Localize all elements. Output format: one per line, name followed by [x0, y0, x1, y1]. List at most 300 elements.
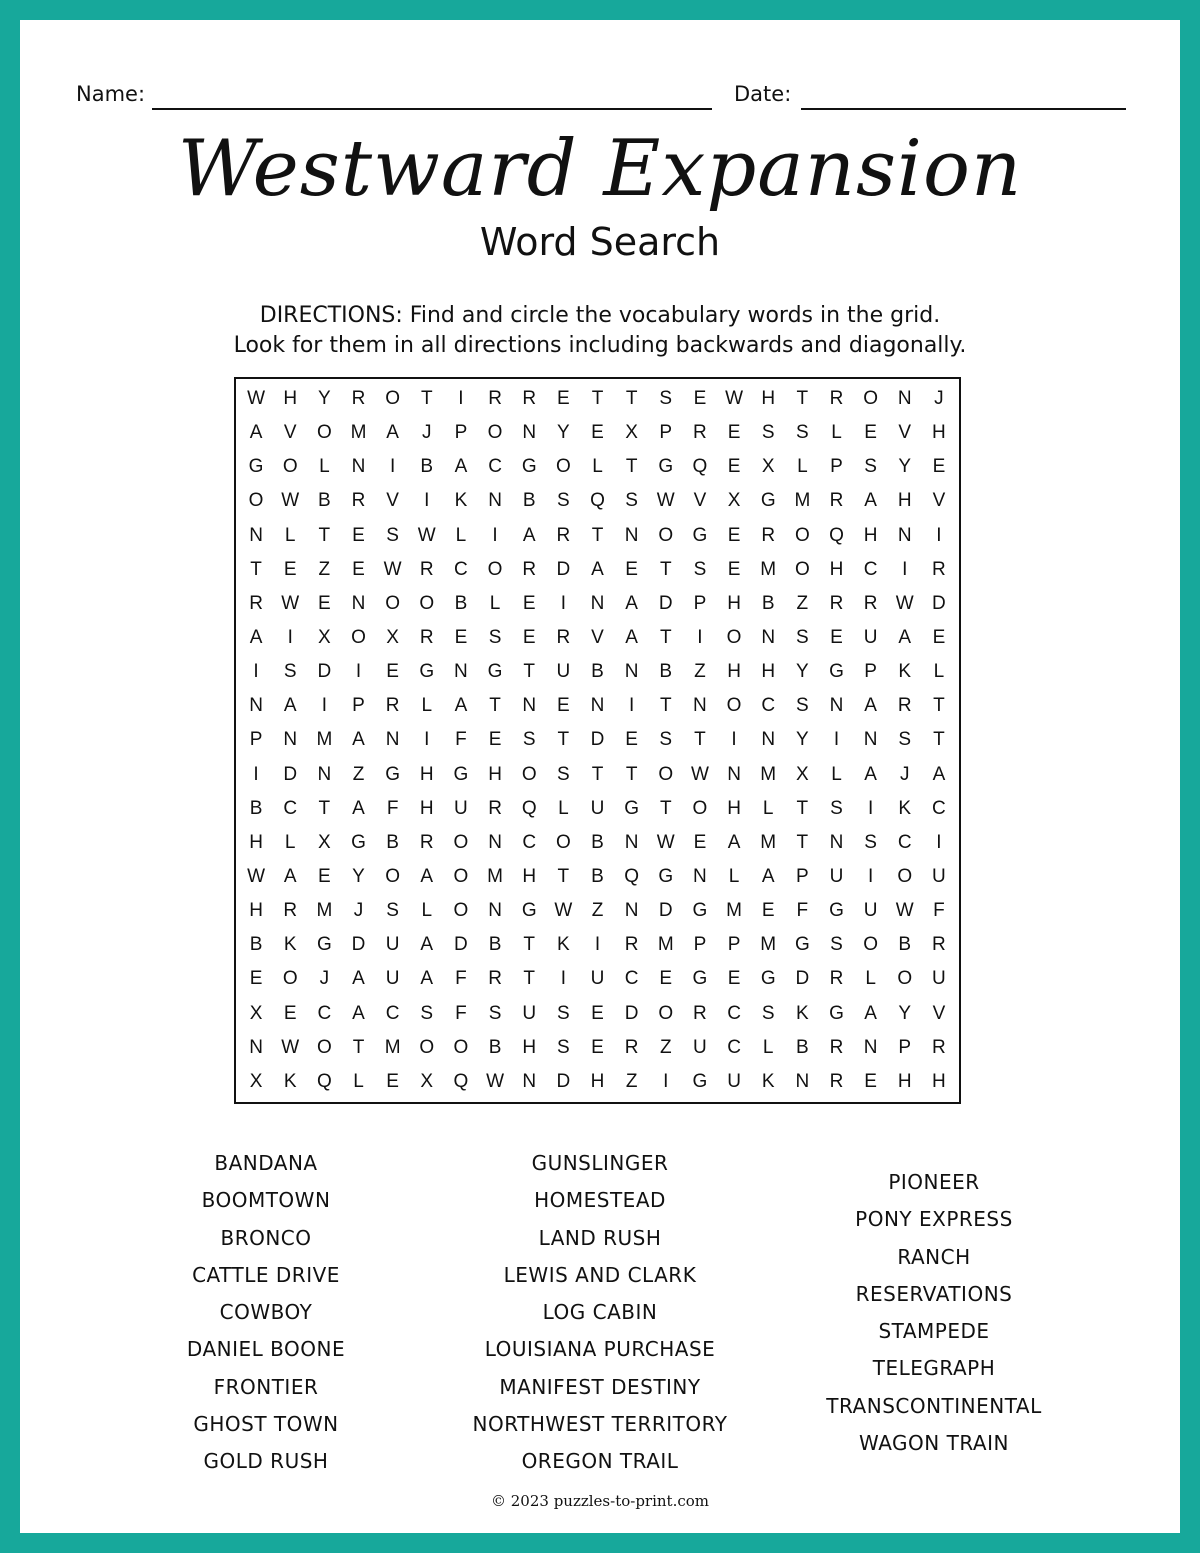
grid-cell[interactable]: S	[659, 729, 673, 751]
grid-cell[interactable]: C	[488, 456, 502, 478]
grid-cell[interactable]: U	[454, 797, 468, 819]
grid-cell[interactable]: C	[624, 968, 639, 990]
grid-cell[interactable]: R	[693, 422, 707, 444]
grid-cell[interactable]: N	[249, 524, 263, 546]
grid-cell[interactable]: X	[796, 763, 809, 785]
grid-cell[interactable]: R	[385, 695, 400, 717]
grid-cell[interactable]: C	[897, 831, 912, 853]
grid-cell[interactable]: O	[726, 627, 742, 649]
grid-cell[interactable]: R	[829, 490, 844, 512]
grid-cell[interactable]: Q	[624, 866, 640, 888]
grid-cell[interactable]: B	[488, 934, 502, 956]
grid-cell[interactable]: A	[864, 490, 877, 512]
grid-cell[interactable]: B	[249, 797, 263, 819]
grid-cell[interactable]: C	[863, 558, 878, 580]
grid-cell[interactable]: O	[555, 831, 571, 853]
grid-cell[interactable]: N	[863, 729, 878, 751]
grid-cell[interactable]: A	[932, 763, 946, 785]
grid-cell[interactable]: H	[761, 661, 776, 683]
grid-cell[interactable]: X	[249, 1002, 263, 1024]
grid-cell[interactable]: U	[385, 934, 400, 956]
grid-cell[interactable]: P	[693, 934, 707, 956]
grid-cell[interactable]: E	[249, 968, 263, 990]
grid-cell[interactable]: H	[522, 1036, 537, 1058]
grid-cell[interactable]: B	[386, 831, 399, 853]
grid-cell[interactable]: R	[419, 627, 434, 649]
grid-cell[interactable]: Y	[898, 1002, 912, 1024]
grid-cell[interactable]: G	[453, 763, 469, 785]
grid-cell[interactable]: L	[933, 661, 945, 683]
grid-cell[interactable]: B	[488, 1036, 502, 1058]
grid-cell[interactable]: L	[762, 797, 774, 819]
grid-cell[interactable]: J	[422, 422, 432, 444]
grid-cell[interactable]: C	[283, 797, 298, 819]
grid-cell[interactable]: T	[591, 388, 604, 410]
grid-cell[interactable]: W	[281, 490, 300, 512]
grid-cell[interactable]: T	[625, 456, 638, 478]
grid-cell[interactable]: T	[523, 934, 536, 956]
grid-cell[interactable]: B	[318, 490, 331, 512]
grid-cell[interactable]: W	[383, 558, 402, 580]
grid-cell[interactable]: U	[693, 1036, 707, 1058]
grid-cell[interactable]: I	[867, 866, 874, 888]
grid-cell[interactable]: R	[829, 1070, 844, 1092]
grid-cell[interactable]: I	[355, 661, 362, 683]
grid-cell[interactable]: L	[284, 831, 296, 853]
grid-cell[interactable]: B	[591, 866, 604, 888]
grid-cell[interactable]: G	[624, 797, 640, 819]
grid-cell[interactable]: K	[283, 934, 297, 956]
grid-cell[interactable]: O	[658, 524, 674, 546]
grid-cell[interactable]: I	[253, 763, 259, 785]
grid-cell[interactable]: W	[895, 592, 914, 614]
grid-cell[interactable]: R	[488, 968, 502, 990]
grid-cell[interactable]: E	[522, 627, 536, 649]
grid-cell[interactable]: G	[794, 934, 810, 956]
grid-cell[interactable]: O	[316, 422, 332, 444]
grid-cell[interactable]: A	[864, 763, 877, 785]
grid-cell[interactable]: E	[591, 1002, 604, 1024]
grid-cell[interactable]: Q	[521, 797, 537, 819]
grid-cell[interactable]: E	[386, 661, 399, 683]
grid-cell[interactable]: D	[932, 592, 946, 614]
grid-cell[interactable]: X	[727, 490, 741, 512]
grid-cell[interactable]: X	[625, 422, 638, 444]
grid-cell[interactable]: E	[557, 695, 570, 717]
grid-cell[interactable]: T	[318, 524, 331, 546]
grid-cell[interactable]: K	[761, 1070, 775, 1092]
grid-cell[interactable]: O	[897, 866, 913, 888]
grid-cell[interactable]: R	[624, 1036, 639, 1058]
grid-cell[interactable]: A	[386, 422, 399, 444]
grid-cell[interactable]: S	[830, 797, 843, 819]
grid-cell[interactable]: T	[659, 558, 672, 580]
grid-cell[interactable]: O	[385, 592, 401, 614]
grid-cell[interactable]: A	[283, 695, 297, 717]
grid-cell[interactable]: T	[557, 729, 570, 751]
grid-cell[interactable]: Y	[352, 866, 365, 888]
grid-cell[interactable]: S	[796, 422, 809, 444]
grid-cell[interactable]: J	[934, 388, 944, 410]
grid-cell[interactable]: I	[560, 968, 566, 990]
grid-cell[interactable]: B	[522, 490, 536, 512]
grid-cell[interactable]: Q	[316, 1070, 332, 1092]
grid-cell[interactable]: R	[419, 831, 434, 853]
grid-cell[interactable]: L	[353, 1070, 364, 1092]
grid-cell[interactable]: I	[594, 934, 601, 956]
grid-cell[interactable]: R	[624, 934, 639, 956]
grid-cell[interactable]: L	[319, 456, 330, 478]
grid-cell[interactable]: O	[897, 968, 913, 990]
grid-cell[interactable]: O	[385, 388, 401, 410]
grid-cell[interactable]: F	[796, 900, 809, 922]
grid-cell[interactable]: P	[352, 695, 365, 717]
grid-cell[interactable]: W	[486, 1070, 505, 1092]
grid-cell[interactable]: T	[933, 695, 945, 717]
grid-cell[interactable]: U	[556, 661, 571, 683]
grid-cell[interactable]: O	[863, 388, 879, 410]
grid-cell[interactable]: M	[760, 934, 777, 956]
grid-cell[interactable]: S	[386, 900, 399, 922]
grid-cell[interactable]: G	[248, 456, 264, 478]
grid-cell[interactable]: E	[283, 558, 297, 580]
grid-cell[interactable]: F	[455, 729, 467, 751]
grid-cell[interactable]: T	[694, 729, 706, 751]
grid-cell[interactable]: N	[829, 695, 844, 717]
word-search-grid[interactable]	[234, 377, 961, 1104]
grid-cell[interactable]: A	[352, 729, 365, 751]
grid-cell[interactable]: G	[760, 490, 776, 512]
grid-cell[interactable]: R	[863, 592, 878, 614]
grid-cell[interactable]: K	[454, 490, 468, 512]
grid-cell[interactable]: O	[316, 1036, 332, 1058]
grid-cell[interactable]: B	[454, 592, 468, 614]
grid-cell[interactable]: E	[761, 900, 775, 922]
grid-cell[interactable]: I	[253, 661, 259, 683]
grid-cell[interactable]: A	[352, 1002, 365, 1024]
grid-cell[interactable]: S	[420, 1002, 434, 1024]
grid-cell[interactable]: O	[282, 968, 298, 990]
grid-cell[interactable]: L	[421, 900, 433, 922]
grid-cell[interactable]: V	[386, 490, 399, 512]
grid-cell[interactable]: O	[248, 490, 264, 512]
grid-cell[interactable]: N	[522, 422, 537, 444]
grid-cell[interactable]: Z	[318, 558, 331, 580]
grid-cell[interactable]: D	[454, 934, 468, 956]
grid-cell[interactable]: Z	[352, 763, 365, 785]
grid-cell[interactable]: G	[385, 763, 401, 785]
grid-cell[interactable]: S	[488, 627, 502, 649]
grid-cell[interactable]: N	[488, 831, 502, 853]
grid-cell[interactable]: A	[898, 627, 912, 649]
grid-cell[interactable]: E	[932, 627, 946, 649]
grid-cell[interactable]: L	[455, 524, 467, 546]
grid-cell[interactable]: R	[829, 388, 844, 410]
grid-cell[interactable]: H	[419, 763, 434, 785]
grid-cell[interactable]: I	[902, 558, 908, 580]
grid-cell[interactable]: G	[692, 900, 708, 922]
grid-cell[interactable]: E	[591, 422, 604, 444]
grid-cell[interactable]: E	[864, 1070, 877, 1092]
grid-cell[interactable]: Q	[453, 1070, 469, 1092]
grid-cell[interactable]: R	[283, 900, 298, 922]
grid-cell[interactable]: W	[281, 592, 300, 614]
grid-cell[interactable]: I	[936, 831, 942, 853]
grid-cell[interactable]: T	[523, 968, 536, 990]
grid-cell[interactable]: B	[796, 1036, 809, 1058]
grid-cell[interactable]: P	[249, 729, 263, 751]
grid-cell[interactable]: E	[727, 968, 741, 990]
grid-cell[interactable]: R	[829, 1036, 844, 1058]
grid-cell[interactable]: M	[350, 422, 367, 444]
grid-cell[interactable]: T	[659, 627, 672, 649]
grid-cell[interactable]: A	[352, 797, 365, 819]
grid-cell[interactable]: N	[317, 763, 332, 785]
grid-cell[interactable]: Y	[796, 661, 809, 683]
grid-cell[interactable]: L	[831, 422, 842, 444]
grid-cell[interactable]: H	[727, 592, 741, 614]
grid-cell[interactable]: M	[760, 763, 777, 785]
grid-cell[interactable]: T	[659, 695, 672, 717]
grid-cell[interactable]: T	[625, 763, 638, 785]
grid-cell[interactable]: H	[727, 661, 741, 683]
grid-cell[interactable]: X	[420, 1070, 434, 1092]
grid-cell[interactable]: E	[625, 729, 638, 751]
grid-cell[interactable]: M	[316, 900, 333, 922]
name-field-line[interactable]	[152, 108, 712, 110]
grid-cell[interactable]: O	[487, 558, 503, 580]
grid-cell[interactable]: N	[693, 866, 707, 888]
grid-cell[interactable]: G	[692, 524, 708, 546]
grid-cell[interactable]: R	[761, 524, 776, 546]
grid-cell[interactable]: W	[554, 900, 573, 922]
grid-cell[interactable]: E	[591, 1036, 604, 1058]
grid-cell[interactable]: J	[353, 900, 364, 922]
grid-cell[interactable]: C	[522, 831, 537, 853]
grid-cell[interactable]: L	[558, 797, 569, 819]
grid-cell[interactable]: A	[420, 968, 434, 990]
grid-cell[interactable]: C	[727, 1002, 741, 1024]
grid-cell[interactable]: K	[898, 661, 912, 683]
grid-cell[interactable]: P	[454, 422, 468, 444]
grid-cell[interactable]: T	[489, 695, 501, 717]
grid-cell[interactable]: I	[628, 695, 635, 717]
grid-cell[interactable]: T	[523, 661, 536, 683]
grid-cell[interactable]: E	[625, 558, 638, 580]
grid-cell[interactable]: N	[761, 627, 776, 649]
grid-cell[interactable]: A	[249, 422, 263, 444]
grid-cell[interactable]: Q	[829, 524, 844, 546]
grid-cell[interactable]: E	[488, 729, 502, 751]
grid-cell[interactable]: M	[760, 558, 777, 580]
grid-cell[interactable]: A	[864, 695, 877, 717]
grid-cell[interactable]: O	[658, 1002, 674, 1024]
grid-cell[interactable]: D	[283, 763, 298, 785]
grid-cell[interactable]: N	[488, 490, 502, 512]
grid-cell[interactable]: B	[420, 456, 434, 478]
grid-cell[interactable]: E	[352, 558, 365, 580]
grid-cell[interactable]: Z	[591, 900, 604, 922]
grid-cell[interactable]: E	[727, 456, 741, 478]
grid-cell[interactable]: P	[796, 866, 809, 888]
grid-cell[interactable]: G	[829, 900, 844, 922]
grid-cell[interactable]: L	[865, 968, 876, 990]
grid-cell[interactable]: T	[352, 1036, 365, 1058]
grid-cell[interactable]: O	[487, 422, 503, 444]
grid-cell[interactable]: I	[389, 456, 396, 478]
grid-cell[interactable]: T	[796, 388, 809, 410]
grid-cell[interactable]: T	[557, 866, 570, 888]
grid-cell[interactable]: V	[283, 422, 297, 444]
grid-cell[interactable]: A	[454, 695, 468, 717]
grid-cell[interactable]: O	[794, 558, 810, 580]
grid-cell[interactable]: H	[419, 797, 434, 819]
grid-cell[interactable]: W	[656, 831, 675, 853]
grid-cell[interactable]: T	[250, 558, 262, 580]
grid-cell[interactable]: H	[727, 797, 741, 819]
grid-cell[interactable]: I	[424, 490, 430, 512]
grid-cell[interactable]: A	[625, 592, 638, 614]
grid-cell[interactable]: W	[895, 900, 914, 922]
grid-cell[interactable]: L	[831, 763, 842, 785]
grid-cell[interactable]: V	[591, 627, 604, 649]
grid-cell[interactable]: F	[455, 1002, 467, 1024]
grid-cell[interactable]: G	[760, 968, 776, 990]
grid-cell[interactable]: I	[424, 729, 430, 751]
grid-cell[interactable]: N	[283, 729, 298, 751]
grid-cell[interactable]: F	[386, 797, 399, 819]
grid-cell[interactable]: N	[624, 831, 639, 853]
grid-cell[interactable]: R	[249, 592, 263, 614]
grid-cell[interactable]: U	[932, 866, 946, 888]
grid-cell[interactable]: T	[796, 797, 809, 819]
grid-cell[interactable]: V	[932, 490, 946, 512]
grid-cell[interactable]: R	[488, 797, 502, 819]
grid-cell[interactable]: D	[351, 934, 366, 956]
grid-cell[interactable]: E	[454, 627, 468, 649]
grid-cell[interactable]: R	[829, 592, 844, 614]
grid-cell[interactable]: H	[897, 1070, 912, 1092]
grid-cell[interactable]: S	[796, 627, 809, 649]
grid-cell[interactable]: I	[492, 524, 498, 546]
grid-cell[interactable]: A	[864, 1002, 877, 1024]
grid-cell[interactable]: B	[761, 592, 775, 614]
grid-cell[interactable]: H	[590, 1070, 605, 1092]
grid-cell[interactable]: Q	[692, 456, 708, 478]
grid-cell[interactable]: E	[318, 592, 331, 614]
grid-cell[interactable]: E	[693, 831, 707, 853]
grid-cell[interactable]: V	[693, 490, 707, 512]
grid-cell[interactable]: S	[693, 558, 707, 580]
grid-cell[interactable]: S	[761, 1002, 775, 1024]
grid-cell[interactable]: N	[897, 524, 912, 546]
grid-cell[interactable]: R	[488, 388, 502, 410]
grid-cell[interactable]: R	[556, 524, 571, 546]
grid-cell[interactable]: M	[316, 729, 333, 751]
grid-cell[interactable]: P	[659, 422, 673, 444]
grid-cell[interactable]: U	[590, 797, 605, 819]
grid-cell[interactable]: U	[829, 866, 844, 888]
grid-cell[interactable]: O	[453, 1036, 469, 1058]
grid-cell[interactable]: N	[897, 388, 912, 410]
grid-cell[interactable]: G	[419, 661, 435, 683]
grid-cell[interactable]: O	[453, 866, 469, 888]
grid-cell[interactable]: V	[932, 1002, 946, 1024]
grid-cell[interactable]: L	[284, 524, 296, 546]
grid-cell[interactable]: U	[932, 968, 946, 990]
grid-cell[interactable]: F	[933, 900, 945, 922]
grid-cell[interactable]: D	[317, 661, 332, 683]
grid-cell[interactable]: H	[249, 900, 263, 922]
grid-cell[interactable]: R	[522, 558, 537, 580]
grid-cell[interactable]: N	[351, 592, 366, 614]
grid-cell[interactable]: L	[489, 592, 501, 614]
grid-cell[interactable]: N	[351, 456, 366, 478]
grid-cell[interactable]: N	[488, 900, 502, 922]
grid-cell[interactable]: I	[697, 627, 703, 649]
grid-cell[interactable]: G	[829, 661, 844, 683]
grid-cell[interactable]: T	[933, 729, 945, 751]
grid-cell[interactable]: G	[692, 968, 708, 990]
grid-cell[interactable]: H	[829, 558, 844, 580]
grid-cell[interactable]: J	[319, 968, 330, 990]
grid-cell[interactable]: H	[249, 831, 263, 853]
grid-cell[interactable]: T	[625, 388, 638, 410]
grid-cell[interactable]: U	[863, 900, 878, 922]
grid-cell[interactable]: G	[521, 456, 537, 478]
grid-cell[interactable]: T	[796, 831, 809, 853]
grid-cell[interactable]: S	[625, 490, 638, 512]
grid-cell[interactable]: I	[731, 729, 737, 751]
grid-cell[interactable]: S	[864, 456, 877, 478]
grid-cell[interactable]: E	[283, 1002, 297, 1024]
grid-cell[interactable]: A	[352, 968, 365, 990]
grid-cell[interactable]: X	[386, 627, 399, 649]
grid-cell[interactable]: A	[625, 627, 638, 649]
grid-cell[interactable]: O	[351, 627, 366, 649]
grid-cell[interactable]: X	[318, 627, 331, 649]
grid-cell[interactable]: O	[692, 797, 708, 819]
grid-cell[interactable]: S	[557, 763, 570, 785]
grid-cell[interactable]: O	[863, 934, 879, 956]
grid-cell[interactable]: G	[658, 866, 674, 888]
grid-cell[interactable]: R	[351, 388, 366, 410]
grid-cell[interactable]: D	[556, 558, 571, 580]
grid-cell[interactable]: Q	[590, 490, 605, 512]
grid-cell[interactable]: S	[864, 831, 877, 853]
grid-cell[interactable]: M	[384, 1036, 401, 1058]
grid-cell[interactable]: N	[727, 763, 741, 785]
grid-cell[interactable]: U	[727, 1070, 741, 1092]
grid-cell[interactable]: R	[556, 627, 571, 649]
grid-cell[interactable]: J	[900, 763, 910, 785]
grid-cell[interactable]: X	[249, 1070, 263, 1092]
grid-cell[interactable]: P	[727, 934, 741, 956]
grid-cell[interactable]: P	[693, 592, 707, 614]
grid-cell[interactable]: N	[761, 729, 776, 751]
grid-cell[interactable]: O	[521, 763, 537, 785]
grid-cell[interactable]: O	[453, 900, 469, 922]
grid-cell[interactable]: P	[898, 1036, 912, 1058]
grid-cell[interactable]: N	[795, 1070, 810, 1092]
grid-cell[interactable]: N	[590, 695, 605, 717]
grid-cell[interactable]: Z	[694, 661, 706, 683]
grid-cell[interactable]: E	[557, 388, 570, 410]
date-field-line[interactable]	[801, 108, 1126, 110]
grid-cell[interactable]: Y	[796, 729, 809, 751]
grid-cell[interactable]: W	[725, 388, 744, 410]
grid-cell[interactable]: G	[658, 456, 674, 478]
